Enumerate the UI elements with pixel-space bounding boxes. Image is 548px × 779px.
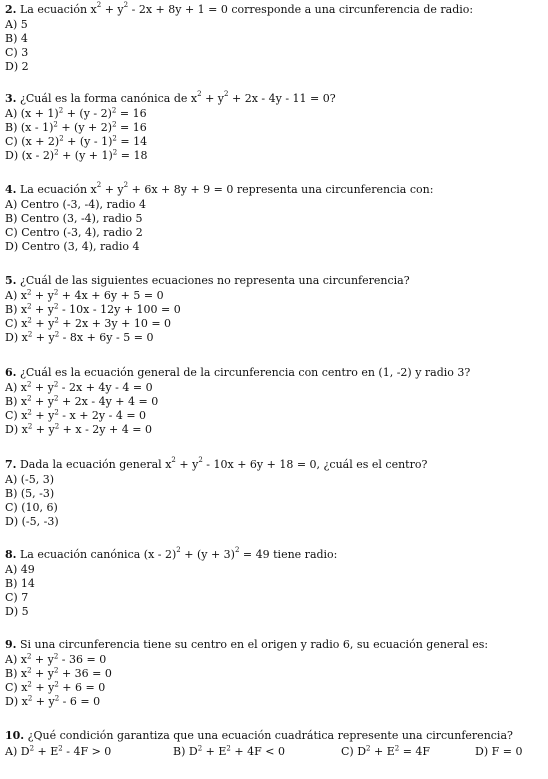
- question-stem: [5, 458, 543, 473]
- question-text: La ecuación $x^2 + y^2 + 6x + 8y + 9 = 0$ representa una circunferencia con:: [16, 181, 434, 196]
- question-number: 8.: [5, 548, 17, 561]
- answer-option-a[interactable]: A) $(x + 1)^2 + (y - 2)^2 = 16$: [5, 105, 147, 120]
- question-stem: [5, 638, 543, 653]
- answer-option-b[interactable]: B) Centro (3, -4), radio 5: [5, 211, 143, 225]
- question-text: ¿Cuál de las siguientes ecuaciones no representa una circunferencia?: [16, 274, 410, 287]
- answer-option-c[interactable]: C) $x^2 + y^2 + 6 = 0$: [5, 680, 106, 694]
- question-3: [5, 92, 543, 163]
- question-4: [5, 183, 543, 254]
- answer-option-d[interactable]: D) 2: [5, 60, 29, 74]
- answer-option-d[interactable]: D) (-5, -3): [5, 515, 59, 529]
- answer-option-a[interactable]: A) Centro (-3, -4), radio 4: [5, 197, 147, 211]
- question-number: 2.: [5, 3, 17, 16]
- answer-option-b[interactable]: B) $D^2 + E^2 + 4F < 0$: [173, 743, 285, 758]
- answer-option-a[interactable]: A) 49: [5, 562, 35, 576]
- question-stem: [5, 729, 543, 744]
- answer-option-a[interactable]: A) $x^2 + y^2 - 36 = 0$: [5, 651, 107, 666]
- question-stem: [5, 274, 543, 289]
- question-number: 5.: [5, 274, 17, 287]
- answer-option-d[interactable]: D) $x^2 + y^2 + x - 2y + 4 = 0$: [5, 422, 152, 437]
- answer-option-a[interactable]: A) $x^2 + y^2 - 2x + 4y - 4 = 0$: [5, 379, 153, 394]
- question-8: [5, 548, 543, 619]
- question-number: 10.: [5, 729, 25, 742]
- question-number: 6.: [5, 366, 17, 379]
- answer-option-d[interactable]: D) $x^2 + y^2 - 6 = 0$: [5, 694, 101, 709]
- answer-option-c[interactable]: C) $x^2 + y^2 + 2x + 3y + 10 = 0$: [5, 316, 172, 330]
- question-text: La ecuación canónica $(x - 2)^2 + (y + 3)^2 = 49$ tiene radio:: [16, 546, 338, 561]
- answer-option-b[interactable]: B) 14: [5, 576, 35, 590]
- question-stem: [5, 3, 543, 18]
- question-10: [5, 729, 543, 759]
- question-2: [5, 3, 543, 74]
- answer-option-a[interactable]: A) $x^2 + y^2 + 4x + 6y + 5 = 0$: [5, 287, 164, 302]
- answer-option-d[interactable]: D) Centro (3, 4), radio 4: [5, 240, 140, 254]
- answer-option-c[interactable]: C) $(x + 2)^2 + (y - 1)^2 = 14$: [5, 134, 148, 148]
- answer-option-c[interactable]: C) (10, 6): [5, 500, 58, 514]
- answer-options-row: [5, 744, 543, 759]
- answer-option-c[interactable]: C) $x^2 + y^2 - x + 2y - 4 = 0$: [5, 408, 147, 422]
- question-text: La ecuación $x^2 + y^2 - 2x + 8y + 1 = 0$ corresponde a una circunferencia de radio:: [16, 1, 474, 16]
- question-text: Dada la ecuación general $x^2 + y^2 - 10x + 6y + 18 = 0$, ¿cuál es el centro?: [16, 456, 428, 471]
- answer-option-d[interactable]: D) F = 0: [475, 744, 523, 758]
- question-stem: [5, 92, 543, 107]
- answer-option-a[interactable]: A) (-5, 3): [5, 472, 55, 486]
- answer-option-d[interactable]: D) $x^2 + y^2 - 8x + 6y - 5 = 0$: [5, 330, 154, 345]
- answer-option-b[interactable]: B) $x^2 + y^2 - 10x - 12y + 100 = 0$: [5, 302, 181, 316]
- question-text: ¿Qué condición garantiza que una ecuación cuadrática represente una circunferencia?: [24, 729, 513, 742]
- answer-option-c[interactable]: C) 3: [5, 45, 29, 59]
- question-5: [5, 274, 543, 345]
- answer-option-a[interactable]: A) $D^2 + E^2 - 4F > 0$: [5, 743, 112, 758]
- answer-option-b[interactable]: B) (5, -3): [5, 486, 55, 500]
- question-stem: [5, 548, 543, 563]
- question-stem: [5, 183, 543, 198]
- question-stem: [5, 366, 543, 381]
- question-7: [5, 458, 543, 529]
- question-number: 9.: [5, 638, 17, 651]
- question-text: ¿Cuál es la forma canónica de $x^2 + y^2 + 2x - 4y - 11 = 0$?: [16, 90, 336, 105]
- answer-option-b[interactable]: B) $x^2 + y^2 + 36 = 0$: [5, 666, 112, 680]
- question-number: 7.: [5, 458, 17, 471]
- answer-option-c[interactable]: C) 7: [5, 590, 29, 604]
- question-text: Si una circunferencia tiene su centro en el origen y radio 6, su ecuación general es:: [16, 638, 489, 651]
- question-number: 4.: [5, 183, 17, 196]
- answer-option-d[interactable]: D) 5: [5, 605, 29, 619]
- answer-option-b[interactable]: B) 4: [5, 31, 28, 45]
- question-text: ¿Cuál es la ecuación general de la circunferencia con centro en (1, -2) y radio 3?: [16, 366, 471, 379]
- answer-option-c[interactable]: C) $D^2 + E^2 = 4F$: [341, 743, 431, 758]
- answer-option-b[interactable]: B) $(x - 1)^2 + (y + 2)^2 = 16$: [5, 120, 147, 134]
- answer-option-c[interactable]: C) Centro (-3, 4), radio 2: [5, 225, 143, 239]
- answer-option-d[interactable]: D) $(x - 2)^2 + (y + 1)^2 = 18$: [5, 148, 148, 163]
- question-9: [5, 638, 543, 709]
- answer-option-b[interactable]: B) $x^2 + y^2 + 2x - 4y + 4 = 0$: [5, 394, 159, 408]
- question-6: [5, 366, 543, 437]
- answer-option-a[interactable]: A) 5: [5, 17, 28, 31]
- question-number: 3.: [5, 92, 17, 105]
